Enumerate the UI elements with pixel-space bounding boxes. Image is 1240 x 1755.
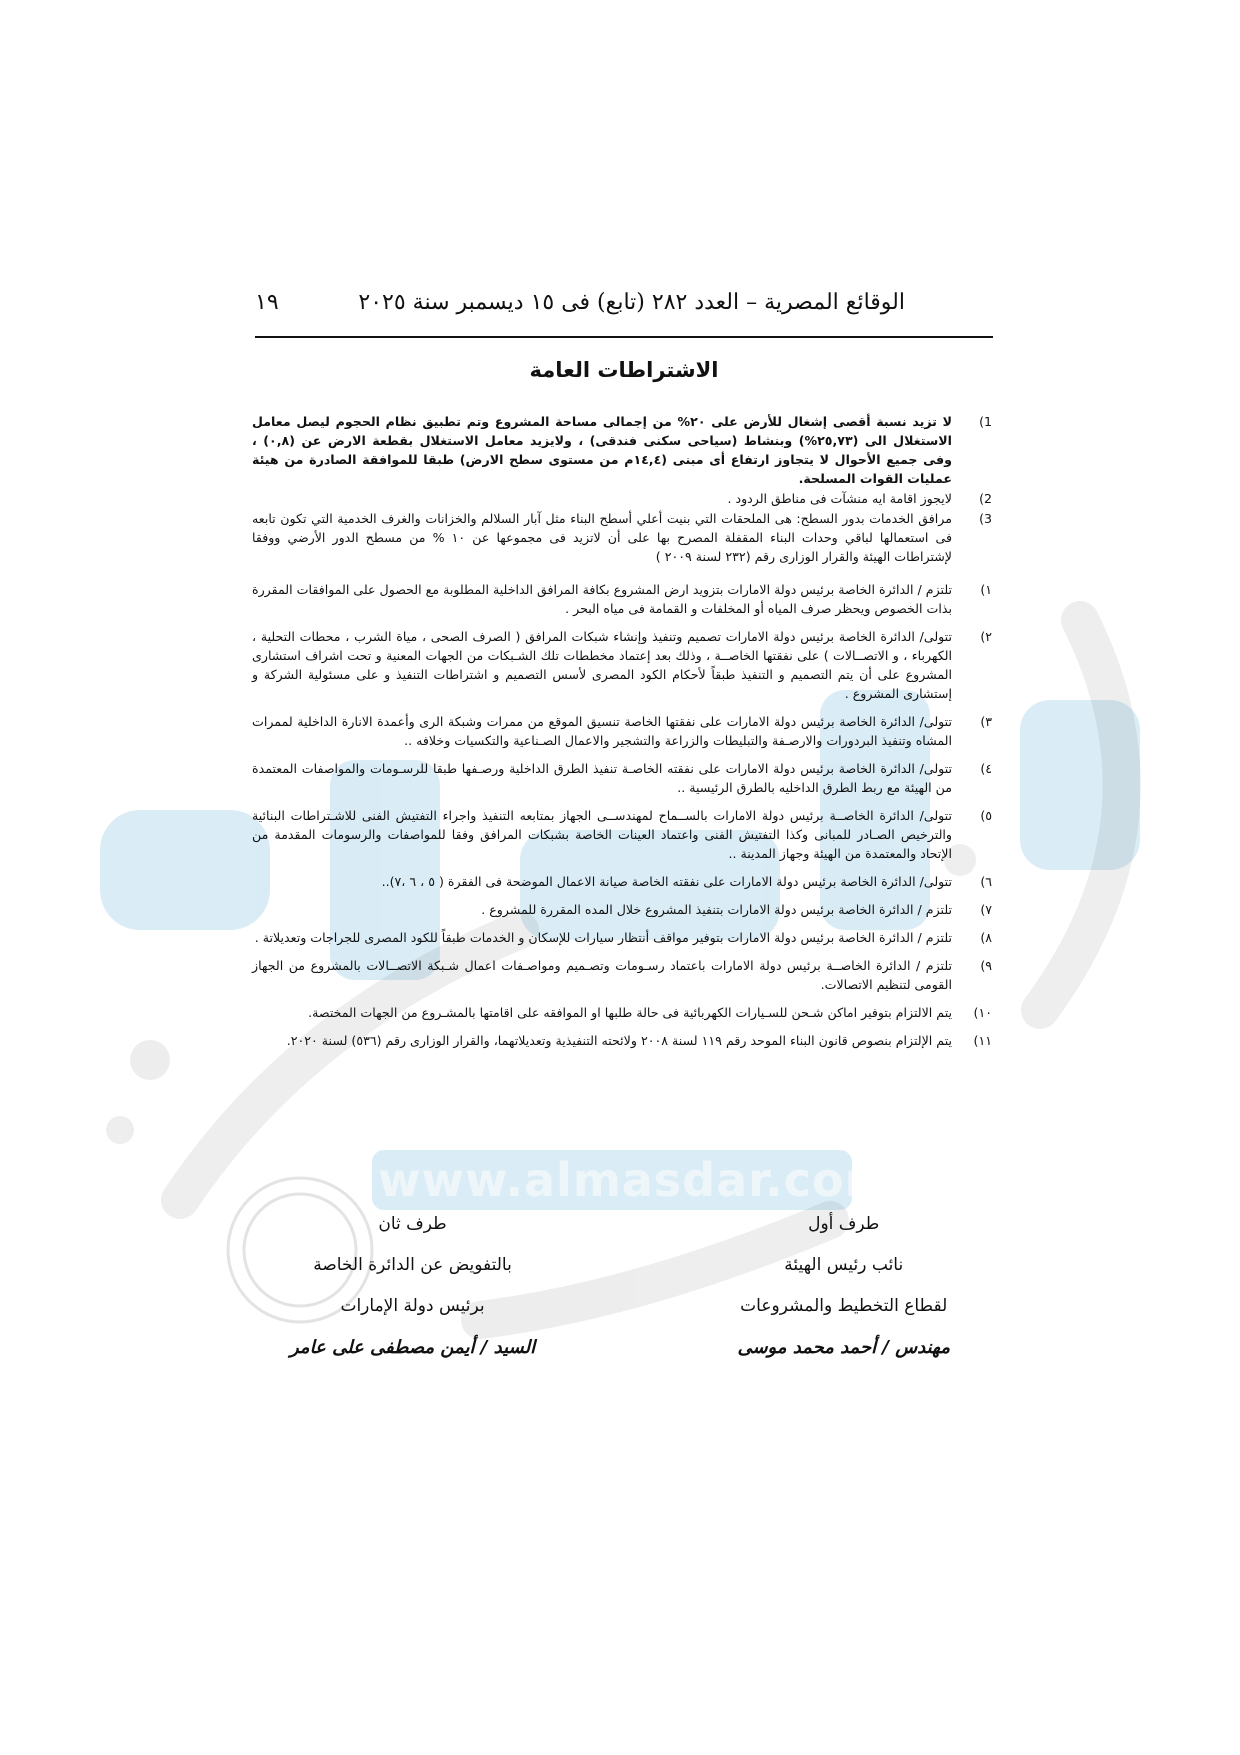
- watermark-url: www.almasdar.com: [378, 1153, 894, 1207]
- clause-text: تلتزم / الدائرة الخاصة برئيس دولة الامارات بتزويد ارض المشروع بكافة المرافق الداخلية المطلوبة مع الحصول على الموافقات المقررة بذات الخصوص ويحظر صرف المياه أو المخلفات و القمامة فى مياه البحر .: [252, 582, 952, 616]
- list-item: [252, 489, 992, 508]
- document-title: الاشتراطات العامة: [529, 358, 719, 382]
- clause-text: تتولى/ الدائرة الخاصــة برئيس دولة الامارات بالســماح لمهندســى الجهاز بمتابعه التنفيذ واجراء التفتيش الفنى للاشـتراطات البنائية والترخيص الصـادر للمبانى وكذا التفتيش الفنى واعتماد العينات الخاصة بشبكات المرافق وفقا للمواصفات والرسومات المقدمة من الإتحاد والمعتمدة من الهيئة وجهاز المدينة ..: [252, 808, 952, 861]
- clause-text: لايجوز اقامة ايه منشآت فى مناطق الردود .: [727, 491, 952, 506]
- clause-text: تتولى/ الدائرة الخاصة برئيس دولة الامارات على نفقته الخاصـة تنفيذ الطرق الداخلية ورصـفها طبقا للرسـومات والمواصفات المعتمدة من الهيئة مع ربط الطرق الداخليه بالطرق الرئيسية ..: [252, 761, 952, 795]
- clause-number: ٢): [980, 629, 992, 644]
- second-party-signature: [290, 1204, 535, 1368]
- general-conditions-list: [252, 412, 992, 566]
- party-title-continued: لقطاع التخطيط والمشروعات: [740, 1296, 948, 1316]
- list-item: [252, 759, 992, 797]
- clause-number: ٩): [980, 958, 992, 973]
- page-number: ١٩: [255, 289, 279, 315]
- party-title: بالتفويض عن الدائرة الخاصة: [313, 1255, 512, 1275]
- running-title: الوقائع المصرية – العدد ٢٨٢ (تابع) فى ١٥ ديسمبر سنة ٢٠٢٥: [358, 289, 905, 315]
- signatory-name: مهندس / أحمد محمد موسى: [737, 1337, 950, 1358]
- list-item: [252, 580, 992, 618]
- party-role: طرف أول: [808, 1214, 880, 1234]
- clause-text: يتم الإلتزام بنصوص قانون البناء الموحد رقم ١١٩ لسنة ٢٠٠٨ ولائحته التنفيذية وتعديلاتهما، والقرار الوزارى رقم (٥٣٦) لسنة ٢٠٢٠.: [286, 1033, 952, 1048]
- clause-number: ٦): [980, 874, 992, 889]
- clause-number: ٧): [980, 902, 992, 917]
- clause-number: ٨): [980, 930, 992, 945]
- clause-text: تتولى/ الدائرة الخاصة برئيس دولة الامارات على نفقته الخاصة صيانة الاعمال الموضحة فى الفقرة ( ٥ ، ٦ ،٧)..: [381, 874, 952, 889]
- party-title: نائب رئيس الهيئة: [784, 1255, 904, 1275]
- clause-text: لا تزيد نسبة أقصى إشغال للأرض على ٢٠% من إجمالى مساحة المشروع وتم تطبيق نظام الحجوم ليصل معامل الاستغلال الى (٢٥,٧٣%) وبنشاط (سياحى سكنى فندقى) ، ولايزيد معامل الاستغلال بقطعة الارض عن (٠,٨) ، وفى جميع الأحوال لا يتجاوز ارتفاع أى مبنى (١٤,٤م من مستوى سطح الارض) طبقا للموافقة الصادرة من هيئة عمليات القوات المسلحة.: [252, 414, 952, 486]
- signatory-name: السيد / أيمن مصطفى على عامر: [290, 1337, 536, 1358]
- clauses-section: [252, 412, 992, 1059]
- clause-number: ١): [980, 582, 992, 597]
- list-item: [252, 928, 992, 947]
- signatures-block: [290, 1204, 950, 1368]
- party-role: طرف ثان: [378, 1214, 447, 1234]
- party-title-continued: برئيس دولة الإمارات: [340, 1296, 485, 1316]
- list-item: [252, 872, 992, 891]
- clause-number: ٣): [980, 714, 992, 729]
- list-item: [252, 412, 992, 488]
- clause-number: 2): [979, 491, 992, 506]
- list-item: [252, 956, 992, 994]
- clause-number: ١٠): [973, 1005, 992, 1020]
- list-item: [252, 1031, 992, 1050]
- header-divider: [255, 336, 993, 338]
- first-party-signature: [737, 1204, 950, 1368]
- clause-text: تلتزم / الدائرة الخاصة برئيس دولة الامارات بتنفيذ المشروع خلال المده المقررة للمشروع .: [481, 902, 952, 917]
- clause-text: مرافق الخدمات بدور السطح: هى الملحقات التي بنيت أعلي أسطح البناء مثل آبار السلالم والخزانات والغرف الخدمية التي تكون تابعه فى استعمالها لباقي وحدات البناء المقفلة المصرح بها على أن لاتزيد فى مجموعها عن ١٠ % من مسطح الدور الأرضي ووفقا لإشتراطات الهيئة والقرار الوزارى رقم (٢٣٢ لسنة ٢٠٠٩ ): [252, 511, 953, 564]
- list-item: [252, 1003, 992, 1022]
- list-item: [252, 627, 992, 703]
- clause-number: 3): [979, 511, 992, 526]
- list-item: [252, 900, 992, 919]
- list-item: [252, 806, 992, 863]
- clause-text: تتولى/ الدائرة الخاصة برئيس دولة الامارات تصميم وتنفيذ وإنشاء شبكات المرافق ( الصرف الصحى ، مياة الشرب ، محطات التحلية ، الكهرباء ، و الاتصــالات ) على نفقتها الخاصــة ، وذلك بعد إعتماد مخططات تلك الشـبكات من الجهات المعنية و تحت اشراف استشارى المشروع على أن يتم التصميم و التنفيذ طبقاً لأحكام الكود المصرى لأسس التصميم و اشتراطات التنفيذ و على مسئولية الشركة و إستشارى المشروع .: [252, 629, 952, 701]
- list-item: [252, 712, 992, 750]
- clause-number: ٥): [980, 808, 992, 823]
- clause-text: تلتزم / الدائرة الخاصة برئيس دولة الامارات بتوفير مواقف أنتظار سيارات للإسكان و الخدمات طبقاً للكود المصرى للجراجات وتعديلاتة .: [254, 930, 952, 945]
- clause-text: تلتزم / الدائرة الخاصــة برئيس دولة الامارات باعتماد رسـومات وتصـميم ومواصـفات اعمال شـبكة الاتصــالات بالمشروع من الجهاز القومى لتنظيم الاتصالات.: [252, 958, 952, 992]
- obligations-list: [252, 580, 992, 1050]
- clause-number: 1): [979, 414, 992, 429]
- clause-text: يتم الالتزام بتوفير اماكن شـحن للسـيارات الكهربائية فى حالة طلبها او الموافقه على اقامتها بالمشـروع من الجهات المختصة.: [308, 1005, 952, 1020]
- clause-number: ٤): [980, 761, 992, 776]
- page-header: [255, 282, 905, 322]
- clause-number: ١١): [973, 1033, 992, 1048]
- clause-text: تتولى/ الدائرة الخاصة برئيس دولة الامارات على نفقتها الخاصة تنسيق الموقع من ممرات وشبكة الرى وأعمدة الانارة الداخلية لممرات المشاه وتنفيذ البردورات والارصـفة والتبليطات والزراعة والتشجير والاعمال الصـناعية والتكسيات وخلافه ..: [252, 714, 952, 748]
- list-item: [252, 509, 992, 566]
